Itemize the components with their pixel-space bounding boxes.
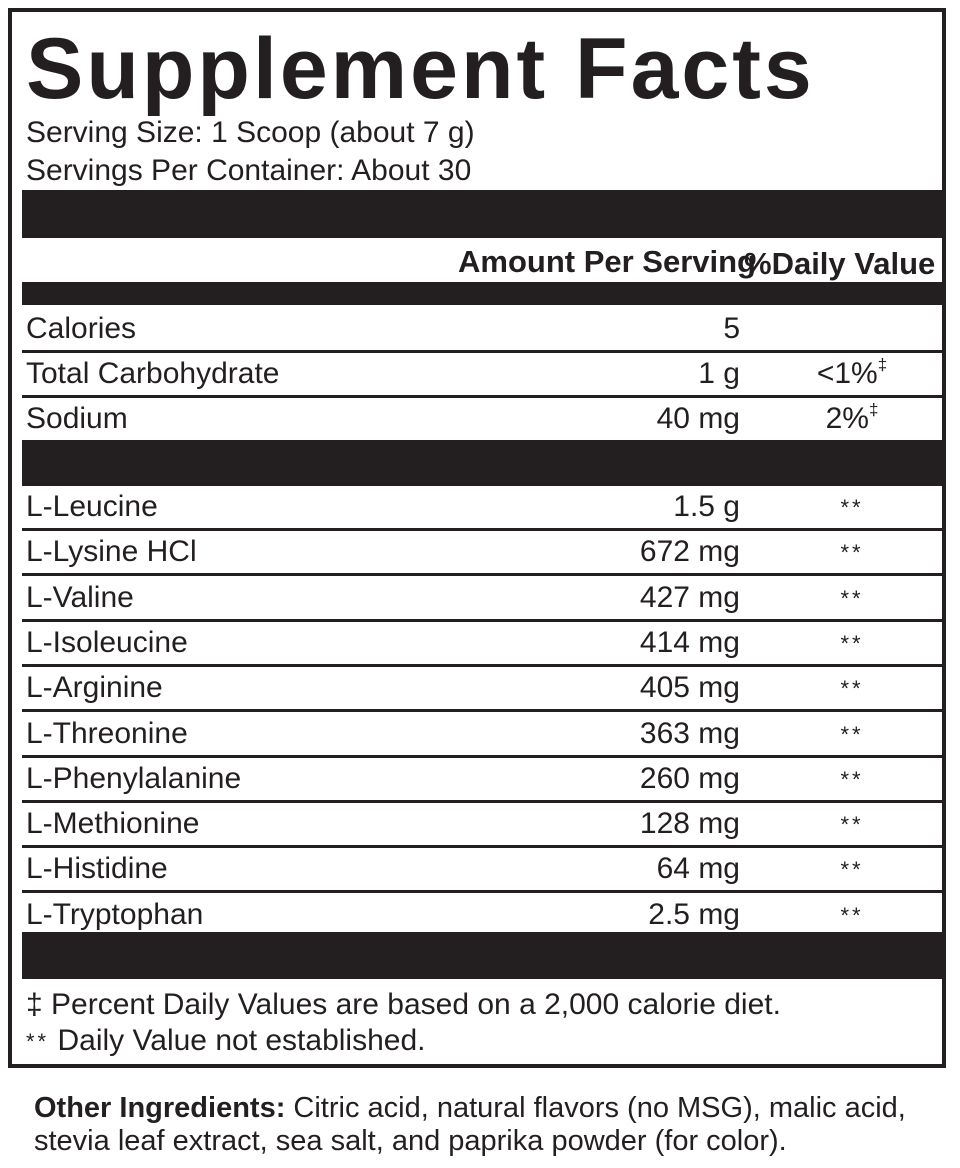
- thick-divider-top: [22, 190, 944, 238]
- daily-value-cell: [800, 357, 904, 391]
- dagger-text: Percent Daily Values are based on a 2,000 calorie diet.: [51, 988, 781, 1021]
- nutrient-name: Total Carbohydrate: [26, 357, 280, 390]
- daily-value: **: [840, 630, 864, 656]
- daily-value: **: [840, 857, 864, 883]
- nutrient-name: L-Leucine: [26, 490, 158, 523]
- daily-value-cell: [800, 717, 904, 751]
- dagger-mark: ‡: [868, 400, 879, 419]
- table-row: [22, 667, 944, 712]
- daily-value-cell: [800, 490, 904, 524]
- nutrient-amount: 2.5 mg: [648, 897, 740, 931]
- table-row: [22, 308, 944, 353]
- nutrient-name: L-Threonine: [26, 716, 188, 750]
- table-row: [22, 577, 944, 622]
- amount-per-serving-header: Amount Per Serving: [458, 244, 756, 279]
- panel-title: Supplement Facts: [26, 21, 815, 117]
- daily-value: **: [840, 721, 864, 747]
- dagger-symbol: ‡: [26, 988, 43, 1021]
- nutrient-name: L-Tryptophan: [26, 897, 204, 931]
- daily-value-cell: [800, 852, 904, 886]
- daily-value-cell: [800, 535, 904, 569]
- other-ingredients: [34, 1092, 934, 1158]
- table-row: [22, 486, 944, 531]
- nutrient-amount: 40 mg: [656, 402, 740, 435]
- nutrient-amount: 427 mg: [639, 580, 740, 614]
- nutrient-amount: 5: [723, 312, 740, 345]
- daily-value: **: [840, 766, 864, 792]
- supplement-facts-panel: [8, 8, 946, 1068]
- table-row: [22, 398, 944, 443]
- daily-value: <1%: [816, 357, 878, 390]
- daily-value: 2%: [825, 402, 869, 435]
- footnote-asterisk: [26, 1026, 425, 1056]
- nutrient-amount: 405 mg: [639, 671, 740, 705]
- nutrient-name: L-Lysine HCl: [26, 535, 197, 569]
- other-ingredients-text: Citric acid, natural flavors (no MSG), malic acid, stevia leaf extract, sea salt, and paprika powder (for color).: [34, 1092, 906, 1157]
- nutrient-name: L-Histidine: [26, 852, 168, 886]
- thick-divider-bottom: [22, 932, 944, 979]
- table-row: [22, 531, 944, 576]
- daily-value-cell: [800, 671, 904, 705]
- nutrient-name: L-Methionine: [26, 807, 200, 841]
- daily-value-cell: [800, 762, 904, 796]
- daily-value: **: [840, 676, 864, 702]
- nutrient-name: Sodium: [26, 402, 128, 435]
- divider-header: [22, 282, 944, 305]
- table-row: [22, 353, 944, 398]
- daily-value: **: [840, 495, 864, 521]
- thick-divider-middle: [22, 440, 944, 486]
- asterisk-text: Daily Value not established.: [57, 1024, 426, 1057]
- daily-value-cell: [800, 402, 904, 436]
- nutrient-name: L-Isoleucine: [26, 625, 188, 659]
- nutrient-name: L-Phenylalanine: [26, 761, 242, 795]
- nutrient-amount: 672 mg: [639, 535, 740, 569]
- footnote-dagger: [26, 990, 781, 1020]
- servings-per-container: Servings Per Container: About 30: [26, 154, 472, 187]
- daily-value: **: [840, 585, 864, 611]
- nutrient-amount: 260 mg: [639, 761, 740, 795]
- nutrient-name: L-Valine: [26, 580, 134, 614]
- nutrient-amount: 128 mg: [639, 807, 740, 841]
- table-row: [22, 622, 944, 667]
- daily-value-header: %Daily Value: [744, 246, 936, 281]
- daily-value: **: [840, 812, 864, 838]
- nutrient-name: Calories: [26, 312, 137, 345]
- nutrient-amount: 1.5 g: [673, 490, 740, 523]
- nutrient-amount: 64 mg: [656, 852, 740, 886]
- nutrient-amount: 414 mg: [639, 625, 740, 659]
- daily-value: **: [840, 540, 864, 566]
- nutrient-name: L-Arginine: [26, 671, 163, 705]
- serving-size: Serving Size: 1 Scoop (about 7 g): [26, 116, 475, 149]
- asterisk-symbol: **: [26, 1029, 50, 1055]
- nutrient-amount: 363 mg: [639, 716, 740, 750]
- other-ingredients-label: Other Ingredients:: [34, 1092, 286, 1124]
- daily-value-cell: [800, 626, 904, 660]
- dagger-mark: ‡: [877, 355, 888, 374]
- daily-value-cell: [800, 898, 904, 932]
- nutrient-amount: 1 g: [698, 357, 740, 390]
- table-row: [22, 848, 944, 893]
- table-row: [22, 758, 944, 803]
- daily-value-cell: [800, 581, 904, 615]
- table-row: [22, 713, 944, 758]
- daily-value: **: [840, 902, 864, 928]
- table-row: [22, 803, 944, 848]
- daily-value-cell: [800, 807, 904, 841]
